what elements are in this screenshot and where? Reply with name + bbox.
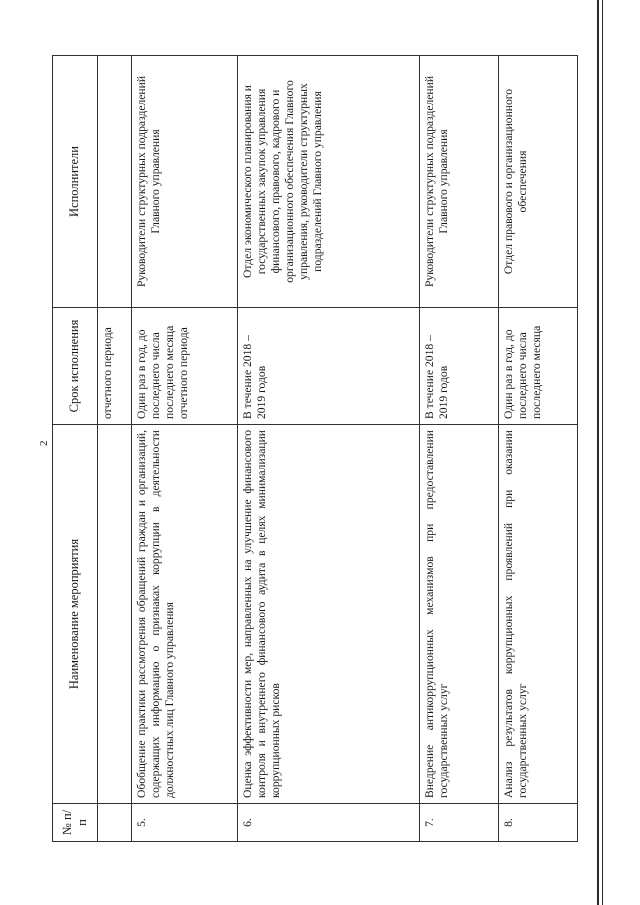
table-header-row [53,56,98,842]
cell-num: 5. [131,804,237,842]
cell-deadline: В течение 2018 – 2019 годов [237,308,420,425]
cell-name [98,425,132,804]
cell-deadline: отчетного периода [98,308,132,425]
cell-executors: Отдел экономического планирования и государственных закупок управления финансового, правового, кадрового и организационного обеспечения Главного управления, руководители структурных подразделений Главного управления [237,56,420,308]
table-row [237,56,420,842]
table-row [499,56,578,842]
cell-executors [98,56,132,308]
header-name: Наименование мероприятия [53,425,98,804]
header-executors: Исполнители [53,56,98,308]
header-deadline: Срок исполнения [53,308,98,425]
cell-num: 8. [499,804,578,842]
page-number: 2 [38,440,50,446]
cell-deadline: В течение 2018 – 2019 годов [420,308,499,425]
table-row [131,56,237,842]
cell-name: Внедрение антикоррупционных механизмов при предоставлении государственных услуг [420,425,499,804]
cell-num: 6. [237,804,420,842]
cell-name: Обобщение практики рассмотрения обращений граждан и организаций, содержащих информацию о признаках коррупции в деятельности должностных лиц Главного управления [131,425,237,804]
cell-num [98,804,132,842]
rotated-table-frame [52,56,578,842]
cell-deadline: Один раз в год, до последнего числа последнего месяца отчетного периода [131,308,237,425]
scan-edge-line [602,0,603,905]
cell-executors: Отдел правового и организационного обеспечения [499,56,578,308]
cell-executors: Руководители структурных подразделений Главного управления [420,56,499,308]
table-row-continuation [98,56,132,842]
cell-num: 7. [420,804,499,842]
cell-name: Анализ результатов коррупционных проявлений при оказании государственных услуг [499,425,578,804]
cell-executors: Руководители структурных подразделений Главного управления [131,56,237,308]
measures-table [52,55,578,842]
table-row [420,56,499,842]
cell-name: Оценка эффективности мер, направленных на улучшение финансового контроля и внутреннего финансового аудита в целях минимализации коррупционных рисков [237,425,420,804]
cell-deadline: Один раз в год, до последнего числа последнего месяца [499,308,578,425]
header-num: № п/п [53,804,98,842]
scan-edge-line [597,0,599,905]
